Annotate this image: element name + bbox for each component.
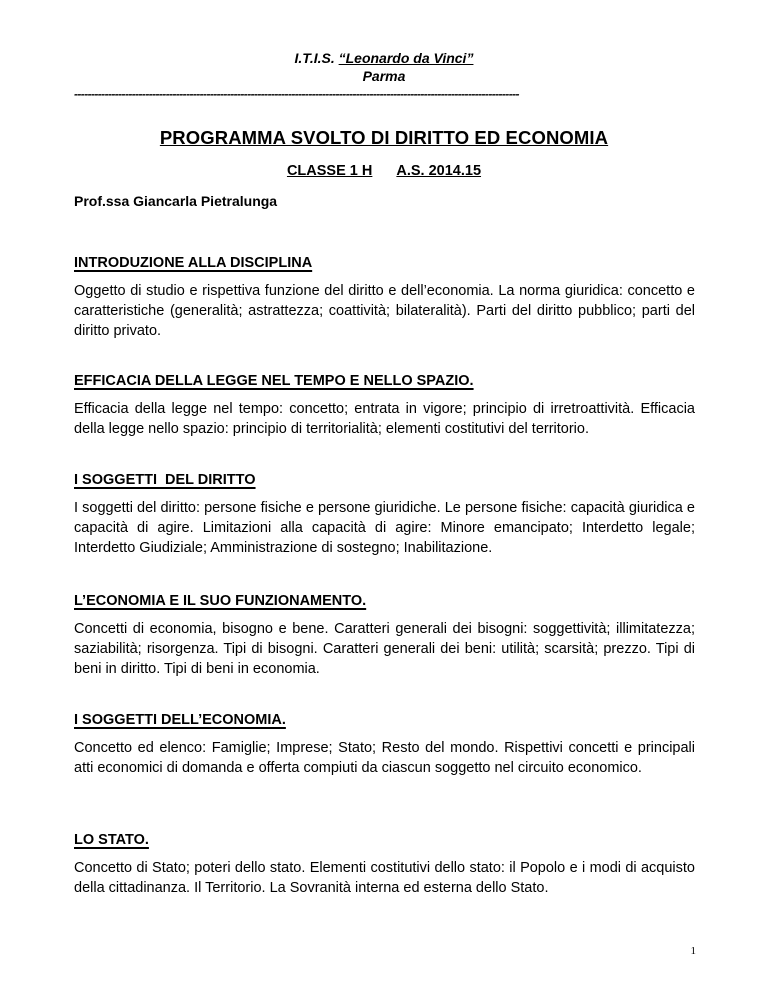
section-body: I soggetti del diritto: persone fisiche e persone giuridiche. Le persone fisiche: capacità giuridica e capacità di agire. Limitazioni alla capacità di agire: Minore emancipato; Interdetto legale; Interdetto Giudiziale; Amministrazione di sostegno; Inabilitazione. <box>74 500 695 556</box>
section-body: Oggetto di studio e rispettiva funzione del diritto e dell’economia. La norma giuridica: concetto e caratteristiche (generalità; astrattezza; coattività; bilateralità). Parti del diritto pubblico; parti del diritto privato. <box>74 283 695 339</box>
school-name: “Leonardo da Vinci” <box>338 50 474 66</box>
section-title: L’ECONOMIA E IL SUO FUNZIONAMENTO. <box>74 593 367 609</box>
section-title: INTRODUZIONE ALLA DISCIPLINA <box>74 255 313 271</box>
school-prefix: I.T.I.S. <box>294 50 339 66</box>
school-header <box>0 50 768 66</box>
section-body: Concetto di Stato; poteri dello stato. Elementi costitutivi dello stato: il Popolo e i modi di acquisto della cittadinanza. Il Territorio. La Sovranità interna ed esterna dello Stato. <box>74 860 695 896</box>
section-title: I SOGGETTI DELL’ECONOMIA. <box>74 712 286 728</box>
section-body: Concetti di economia, bisogno e bene. Caratteri generali dei bisogni: soggettività; illimitatezza; saziabilità; risorgenza. Tipi di bisogni. Caratteri generali dei beni: utilità; scarsità; prezzo. Tipi di beni in diritto. Tipi di beni in economia. <box>74 621 695 677</box>
class-line <box>0 163 768 179</box>
section-title: LO STATO. <box>74 832 149 848</box>
class-label: CLASSE 1 H <box>286 163 373 179</box>
page-number: 1 <box>690 945 696 957</box>
teacher-name: Prof.ssa Giancarla Pietralunga <box>74 193 278 209</box>
section-body: Concetto ed elenco: Famiglie; Imprese; Stato; Resto del mondo. Rispettivi concetti e principali atti economici di domanda e offerta compiuti da ciascun soggetto nel circuito economico. <box>74 740 695 776</box>
school-year: A.S. 2014.15 <box>396 163 482 179</box>
document-title: PROGRAMMA SVOLTO DI DIRITTO ED ECONOMIA <box>159 127 609 148</box>
section-body: Efficacia della legge nel tempo: concetto; entrata in vigore; principio di irretroattività. Efficacia della legge nello spazio: principio di territorialità; elementi costitutivi del territorio. <box>74 401 695 437</box>
section-title: EFFICACIA DELLA LEGGE NEL TEMPO E NELLO SPAZIO. <box>74 373 474 389</box>
section-title: I SOGGETTI DEL DIRITTO <box>74 472 256 488</box>
header-separator: ----------------------------------------------------------------------------------------------------------------------------------- <box>74 87 519 101</box>
school-city: Parma <box>362 68 406 84</box>
